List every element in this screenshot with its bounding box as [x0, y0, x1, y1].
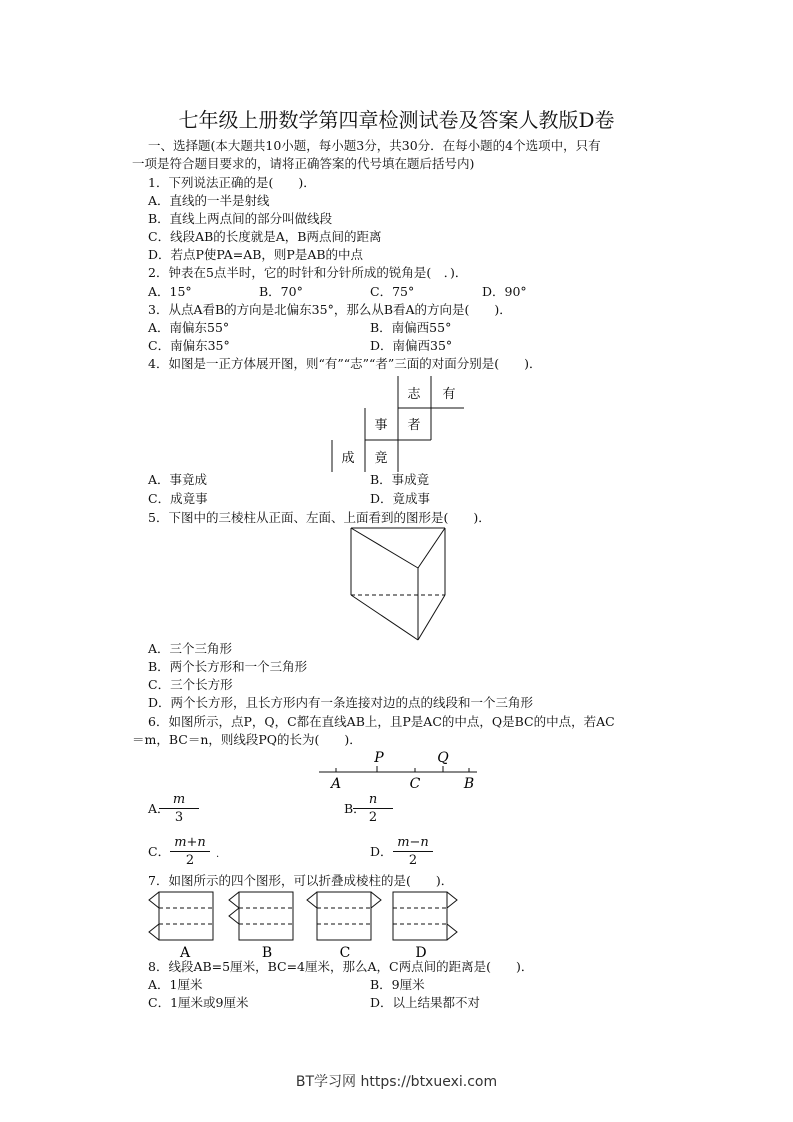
- q6-option-c-mark: .: [216, 849, 220, 860]
- net-b-drawing: [229, 892, 293, 940]
- q8-option-b: B．9厘米: [370, 977, 425, 992]
- q6-stem-line2: ＝m，BC＝n，则线段PQ的长为( )．: [132, 732, 362, 747]
- prism-nets-figure: [145, 888, 465, 960]
- net-cell-jing: 竟: [374, 451, 388, 466]
- document-title: 七年级上册数学第四章检测试卷及答案人教版D卷: [178, 108, 615, 132]
- q4-option-b: B．事成竟: [370, 472, 430, 487]
- point-label-a: A: [330, 776, 342, 792]
- q5-stem: 5．下图中的三棱柱从正面、左面、上面看到的图形是( )．: [148, 510, 491, 525]
- q6-option-c-label: C．: [148, 844, 171, 859]
- section-intro-line2: 一项是符合题目要求的，请将正确答案的代号填在题后括号内): [132, 156, 475, 171]
- q8-option-c: C．1厘米或9厘米: [148, 995, 249, 1010]
- q6-option-b-numerator: n: [353, 792, 393, 809]
- net-d-drawing: [393, 892, 457, 940]
- net-a-drawing: [149, 892, 213, 940]
- q6-option-d-denominator: 2: [408, 853, 418, 868]
- q1-option-d: D．若点P使PA=AB，则P是AB的中点: [148, 247, 364, 262]
- q6-option-b-label: B．: [344, 801, 366, 816]
- q3-option-a: A．南偏东55°: [148, 320, 230, 335]
- q4-option-a: A．事竟成: [148, 472, 208, 487]
- cube-net-figure: [325, 374, 470, 474]
- q8-stem: 8．线段AB=5厘米，BC=4厘米，那么A，C两点间的距离是( )．: [148, 959, 534, 974]
- line-segment-figure: [315, 748, 480, 793]
- q4-option-c: C．成竟事: [148, 491, 208, 506]
- q5-option-b: B．两个长方形和一个三角形: [148, 659, 308, 674]
- q6-option-a-fraction: [159, 792, 199, 827]
- q4-option-d: D．竟成事: [370, 491, 431, 506]
- net-cell-shi: 事: [374, 418, 388, 433]
- q6-option-d-numerator: m−n: [393, 835, 433, 852]
- net-label-b: B: [261, 945, 273, 960]
- footer-watermark: BT学习网 https://btxuexi.com: [295, 1074, 498, 1090]
- q1-option-c: C．线段AB的长度就是A，B两点间的距离: [148, 229, 382, 244]
- q2-option-d: D．90°: [482, 284, 527, 299]
- point-label-b: B: [463, 776, 475, 792]
- q1-option-a: A．直线的一半是射线: [148, 193, 270, 208]
- q3-option-b: B．南偏西55°: [370, 320, 452, 335]
- q1-stem: 1．下列说法正确的是( )．: [148, 175, 316, 190]
- q6-option-a-label: A．: [148, 801, 170, 816]
- q2-option-c: C．75°: [370, 284, 415, 299]
- q6-option-d-label: D．: [370, 844, 393, 859]
- q6-option-b-denominator: 2: [368, 810, 378, 825]
- q5-option-c: C．三个长方形: [148, 677, 233, 692]
- q6-option-d-fraction: [393, 835, 433, 870]
- net-cell-you: 有: [442, 387, 456, 402]
- q7-stem: 7．如图所示的四个图形，可以折叠成棱柱的是( )．: [148, 873, 454, 888]
- net-c-drawing: [307, 892, 381, 940]
- q1-option-b: B．直线上两点间的部分叫做线段: [148, 211, 333, 226]
- point-label-c: C: [409, 776, 421, 792]
- q3-stem: 3．从点A看B的方向是北偏东35°，那么从B看A的方向是( )．: [148, 302, 512, 317]
- q8-option-d: D．以上结果都不对: [370, 995, 481, 1010]
- q2-option-b: B．70°: [259, 284, 303, 299]
- q4-stem: 4．如图是一正方体展开图，则“有”“志”“者”三面的对面分别是( )．: [148, 356, 542, 371]
- net-cell-zhe: 者: [407, 418, 421, 433]
- net-cell-zhi: 志: [407, 387, 421, 402]
- net-label-c: C: [339, 945, 351, 960]
- section-intro-line1: 一、选择题(本大题共10小题，每小题3分，共30分．在每小题的4个选项中，只有: [148, 138, 601, 153]
- q6-option-c-fraction: [170, 835, 210, 870]
- q6-option-a-denominator: 3: [174, 810, 184, 825]
- q5-option-d: D．两个长方形，且长方形内有一条连接对边的点的线段和一个三角形: [148, 695, 534, 710]
- q6-option-b-fraction: [353, 792, 393, 827]
- q5-option-a: A．三个三角形: [148, 641, 233, 656]
- q2-option-a: A．15°: [148, 284, 192, 299]
- q8-option-a: A．1厘米: [148, 977, 203, 992]
- q6-option-c-numerator: m+n: [170, 835, 210, 852]
- point-label-p: P: [374, 750, 384, 766]
- q2-stem: 2．钟表在5点半时，它的时针和分针所成的锐角是( ．)．: [148, 265, 468, 280]
- q3-option-c: C．南偏东35°: [148, 338, 230, 353]
- triangular-prism-figure: [345, 525, 450, 643]
- net-label-d: D: [415, 945, 427, 960]
- point-label-q: Q: [437, 750, 449, 766]
- q6-stem-line1: 6．如图所示，点P，Q，C都在直线AB上，且P是AC的中点，Q是BC的中点，若AC: [148, 714, 615, 729]
- q6-option-c-denominator: 2: [185, 853, 195, 868]
- net-cell-cheng: 成: [341, 451, 355, 466]
- q3-option-d: D．南偏西35°: [370, 338, 453, 353]
- q6-option-a-numerator: m: [159, 792, 199, 809]
- net-label-a: A: [179, 945, 191, 960]
